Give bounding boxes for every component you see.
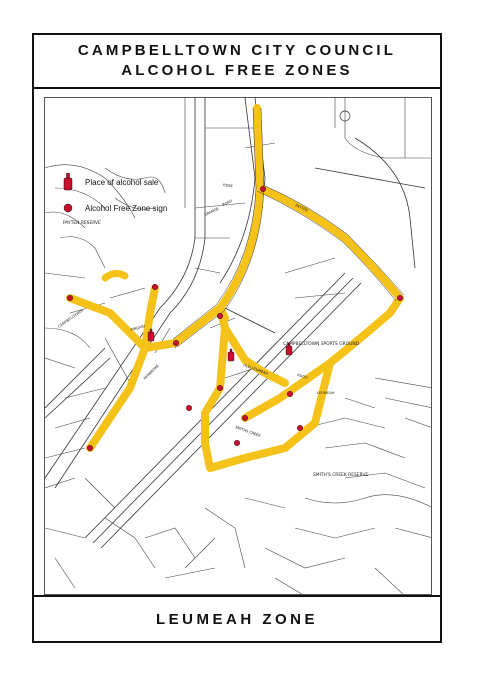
footer-box (34, 595, 440, 641)
label-pindari: PINDARI (130, 324, 146, 332)
bottle-icon (59, 173, 77, 191)
red-dot-icon (260, 186, 266, 192)
label-old-leumeah: OLD LEUMEAH (242, 363, 269, 376)
red-dot-icon (217, 385, 223, 391)
label-payten-reserve: PAYTEN RESERVE (63, 221, 101, 226)
legend-sale-label: Place of alcohol sale (85, 177, 159, 187)
map-area (44, 97, 432, 595)
title-line-1: CAMPBELLTOWN CITY COUNCIL (77, 42, 397, 59)
red-dot-icon (234, 440, 240, 446)
zone-name: LEUMEAH ZONE (156, 610, 318, 628)
title-box (34, 35, 440, 89)
legend-sign-label: Alcohol Free Zone sign (85, 203, 168, 213)
red-dot-icon (87, 445, 93, 451)
label-rudd: RUDD (296, 373, 309, 380)
label-smiths-creek: SMITHS CREEK (234, 425, 262, 439)
red-dot-icon (173, 340, 179, 346)
red-dot-icon (297, 425, 303, 431)
red-dot-icon (217, 313, 223, 319)
red-dot-icon (67, 295, 73, 301)
map-frame (32, 33, 442, 643)
legend-sign (59, 196, 167, 220)
red-dot-icon (59, 203, 77, 213)
label-leumeah: LEUMEAH (317, 391, 335, 395)
label-sports-ground: CAMPBELLTOWN SPORTS GROUND (283, 342, 360, 347)
label-road-grange: ROAD (221, 198, 233, 207)
legend-sale (59, 170, 167, 194)
label-grange: GRANGE (203, 206, 220, 217)
label-smiths-creek-reserve: SMITH'S CREEK RESERVE (313, 473, 369, 478)
label-campbelltown: CAMPBELLTOWN (57, 308, 84, 329)
label-payten-st: PAYTEN (294, 203, 309, 213)
legend (59, 170, 167, 222)
red-dot-icon (242, 415, 248, 421)
title-line-2: ALCOHOL FREE ZONES (121, 62, 353, 79)
label-rose: ROSE (222, 183, 234, 189)
red-dot-icon (186, 405, 192, 411)
red-dot-icon (397, 295, 403, 301)
red-dot-icon (287, 391, 293, 397)
red-dot-icon (152, 284, 158, 290)
label-pembroke: PEMBROKE (142, 363, 160, 381)
